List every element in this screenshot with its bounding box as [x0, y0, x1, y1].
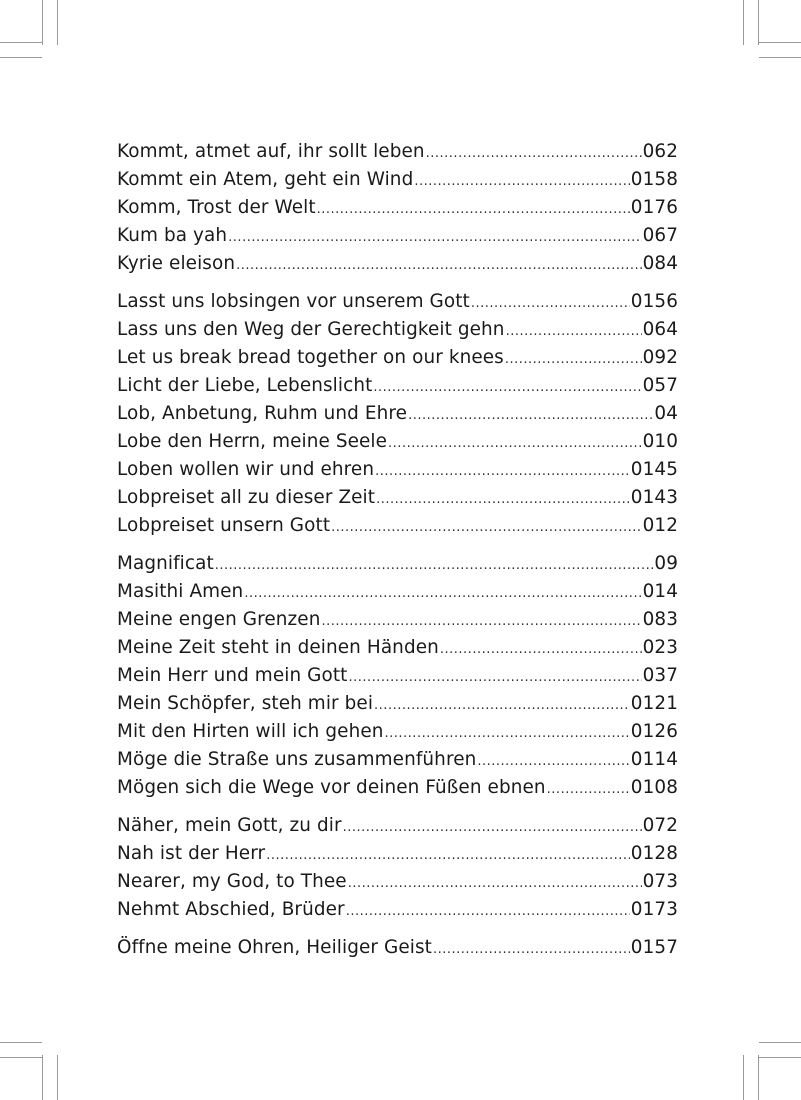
entry-title: Licht der Liebe, Lebenslicht [117, 375, 373, 396]
dot-leader [547, 776, 630, 804]
entry-title: Nehmt Abschied, Brüder [117, 899, 345, 920]
dot-leader [471, 290, 630, 318]
entry-number: 014 [642, 581, 678, 602]
entry-title: Öffne meine Ohren, Heiliger Geist [117, 937, 432, 958]
crop-mark [0, 1042, 42, 1043]
index-entry [117, 690, 678, 718]
entry-title: Mögen sich die Wege vor deinen Füßen ebnen [117, 777, 546, 798]
crop-mark [743, 1055, 744, 1100]
entry-title: Kyrie eleison [117, 253, 236, 274]
index-entry [117, 774, 678, 802]
dot-leader [388, 430, 642, 458]
entry-title: Mit den Hirten will ich gehen [117, 721, 384, 742]
index-entry [117, 746, 678, 774]
index-entry [117, 400, 678, 428]
dot-leader [348, 664, 641, 692]
entry-number: 0156 [630, 291, 678, 312]
entry-number: 057 [642, 375, 678, 396]
dot-leader [440, 636, 642, 664]
index-entry [117, 868, 678, 896]
entry-title: Kommt, atmet auf, ihr sollt leben [117, 141, 425, 162]
dot-leader [477, 748, 629, 776]
entry-title: Näher, mein Gott, zu dir [117, 815, 342, 836]
crop-mark [0, 57, 42, 58]
crop-mark [57, 1055, 58, 1100]
index-entry [117, 896, 678, 924]
index-group [117, 812, 678, 924]
index-entry [117, 512, 678, 540]
entry-number: 09 [654, 553, 678, 574]
dot-leader [433, 936, 630, 964]
entry-number: 0114 [630, 749, 678, 770]
entry-number: 012 [642, 515, 678, 536]
dot-leader [375, 458, 630, 486]
dot-leader [317, 196, 630, 224]
index-entry [117, 372, 678, 400]
index-group [117, 138, 678, 278]
entry-title: Nah ist der Herr [117, 843, 266, 864]
index-group [117, 288, 678, 540]
index-entry [117, 840, 678, 868]
dot-leader [321, 608, 641, 636]
index-entry [117, 250, 678, 278]
crop-mark [759, 42, 801, 43]
entry-number: 0121 [630, 693, 678, 714]
index-entry [117, 606, 678, 634]
entry-number: 0108 [630, 777, 678, 798]
entry-title: Lasst uns lobsingen vor unserem Gott [117, 291, 470, 312]
crop-mark [57, 0, 58, 45]
crop-mark [42, 0, 43, 45]
index-entry [117, 578, 678, 606]
crop-mark [759, 57, 801, 58]
entry-number: 0145 [630, 459, 678, 480]
crop-mark [743, 0, 744, 45]
index-entry [117, 222, 678, 250]
crop-mark [0, 1057, 42, 1058]
entry-number: 064 [642, 319, 678, 340]
entry-number: 0143 [630, 487, 678, 508]
entry-title: Lass uns den Weg der Gerechtigkeit gehn [117, 319, 505, 340]
entry-title: Nearer, my God, to Thee [117, 871, 347, 892]
dot-leader [505, 346, 642, 374]
entry-number: 073 [642, 871, 678, 892]
entry-title: Meine engen Grenzen [117, 609, 321, 630]
crop-mark [42, 1055, 43, 1100]
entry-title: Masithi Amen [117, 581, 244, 602]
entry-title: Let us break bread together on our knees [117, 347, 504, 368]
entry-title: Lobe den Herrn, meine Seele [117, 431, 388, 452]
dot-leader [266, 842, 630, 870]
index-entry [117, 316, 678, 344]
dot-leader [343, 814, 642, 842]
index-entry [117, 138, 678, 166]
dot-leader [346, 898, 630, 926]
entry-number: 0173 [630, 899, 678, 920]
entry-number: 04 [654, 403, 678, 424]
index-entry [117, 812, 678, 840]
entry-title: Lobpreiset all zu dieser Zeit [117, 487, 376, 508]
song-index [117, 138, 678, 962]
entry-title: Magnificat [117, 553, 214, 574]
dot-leader [374, 692, 630, 720]
crop-mark [759, 1042, 801, 1043]
index-entry [117, 484, 678, 512]
entry-number: 010 [642, 431, 678, 452]
entry-number: 062 [642, 141, 678, 162]
entry-title: Mein Herr und mein Gott [117, 665, 348, 686]
index-entry [117, 934, 678, 962]
entry-number: 072 [642, 815, 678, 836]
crop-mark [0, 42, 42, 43]
entry-title: Meine Zeit steht in deinen Händen [117, 637, 439, 658]
entry-title: Kum ba yah [117, 225, 228, 246]
entry-number: 084 [642, 253, 678, 274]
dot-leader [215, 552, 654, 580]
entry-title: Mein Schöpfer, steh mir bei [117, 693, 374, 714]
index-entry [117, 634, 678, 662]
entry-title: Lob, Anbetung, Ruhm und Ehre [117, 403, 408, 424]
entry-title: Möge die Straße uns zusammenführen [117, 749, 477, 770]
index-entry [117, 428, 678, 456]
crop-mark [758, 0, 759, 45]
entry-number: 083 [642, 609, 678, 630]
crop-mark [758, 1055, 759, 1100]
entry-number: 023 [642, 637, 678, 658]
dot-leader [426, 140, 642, 168]
dot-leader [348, 870, 642, 898]
index-entry [117, 194, 678, 222]
index-entry [117, 344, 678, 372]
dot-leader [244, 580, 641, 608]
crop-mark [759, 1057, 801, 1058]
entry-title: Kommt ein Atem, geht ein Wind [117, 169, 414, 190]
entry-number: 0157 [630, 937, 678, 958]
dot-leader [331, 514, 641, 542]
dot-leader [385, 720, 630, 748]
entry-title: Komm, Trost der Welt [117, 197, 316, 218]
index-entry [117, 456, 678, 484]
index-entry [117, 662, 678, 690]
entry-number: 0158 [630, 169, 678, 190]
dot-leader [506, 318, 642, 346]
dot-leader [376, 486, 630, 514]
dot-leader [408, 402, 653, 430]
entry-number: 0126 [630, 721, 678, 742]
entry-number: 092 [642, 347, 678, 368]
index-group [117, 934, 678, 962]
index-entry [117, 166, 678, 194]
entry-title: Loben wollen wir und ehren [117, 459, 375, 480]
dot-leader [414, 168, 629, 196]
entry-number: 037 [642, 665, 678, 686]
dot-leader [236, 252, 642, 280]
index-group [117, 550, 678, 802]
index-entry [117, 718, 678, 746]
entry-title: Lobpreiset unsern Gott [117, 515, 331, 536]
entry-number: 0176 [630, 197, 678, 218]
index-entry [117, 550, 678, 578]
index-entry [117, 288, 678, 316]
entry-number: 067 [642, 225, 678, 246]
dot-leader [228, 224, 641, 252]
entry-number: 0128 [630, 843, 678, 864]
dot-leader [373, 374, 641, 402]
